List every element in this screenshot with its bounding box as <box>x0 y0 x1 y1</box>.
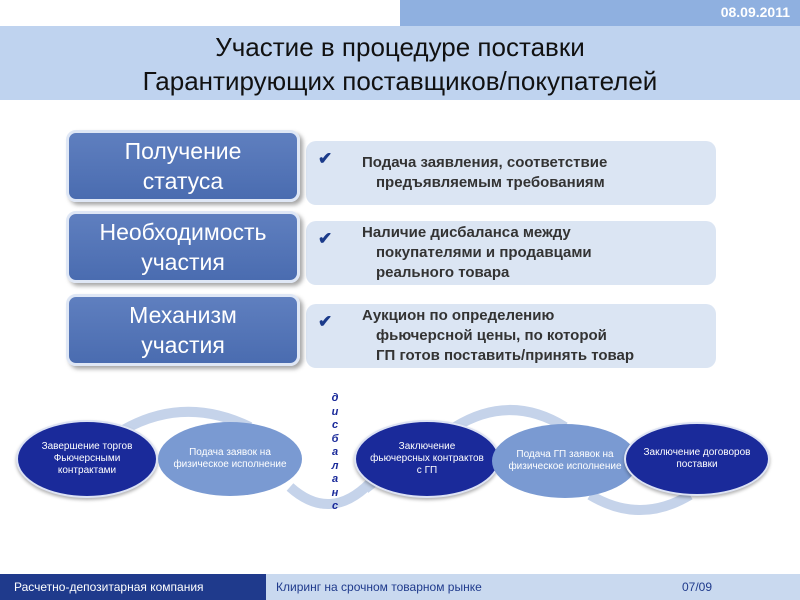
desc-box-status <box>306 141 716 205</box>
flow-step-3: Заключение фьючерсных контрактов с ГП <box>354 420 500 498</box>
flow-step-2: Подача заявок на физическое исполнение <box>158 422 302 496</box>
vertical-label-text: дисбаланс <box>331 392 339 512</box>
label-necessity <box>66 211 300 283</box>
label-line: Получение <box>124 138 242 164</box>
label-mechanism <box>66 294 300 366</box>
check-icon: ✔ <box>318 149 333 168</box>
desc-text-mechanism <box>362 304 706 368</box>
arc <box>590 495 690 510</box>
flow-step-5: Заключение договоров поставки <box>624 422 770 496</box>
desc-line: фьючерсной цены, по которой <box>376 327 607 344</box>
desc-box-mechanism <box>306 304 716 368</box>
desc-line: Подача заявления, соответствие <box>362 154 608 171</box>
desc-line: ГП готов поставить/принять товар <box>376 347 635 364</box>
label-status <box>66 130 300 202</box>
check-icon: ✔ <box>318 312 333 331</box>
label-line: участия <box>141 249 225 275</box>
flow-step-1: Завершение торгов Фьючерсными контрактами <box>16 420 158 498</box>
desc-text-status <box>362 141 706 205</box>
title-line-2: Гарантирующих поставщиков/покупателей <box>142 66 658 96</box>
desc-line: покупателями и продавцами <box>376 244 592 261</box>
header-left <box>0 0 400 26</box>
label-line: статуса <box>142 168 224 194</box>
desc-line: реального товара <box>376 264 510 281</box>
desc-text-necessity <box>362 221 706 285</box>
desc-line: предъявляемым требованиям <box>376 174 605 191</box>
footer-page-number: 07/09 <box>532 574 800 600</box>
vertical-label <box>328 392 342 514</box>
label-line: Механизм <box>129 302 237 328</box>
desc-line: Аукцион по определению <box>362 307 555 324</box>
desc-box-necessity <box>306 221 716 285</box>
flow-step-4: Подача ГП заявок на физическое исполнение <box>492 424 638 498</box>
page-title <box>0 30 800 98</box>
title-line-1: Участие в процедуре поставки <box>215 32 585 62</box>
footer-topic: Клиринг на срочном товарном рынке <box>266 574 532 600</box>
check-icon: ✔ <box>318 229 333 248</box>
desc-line: Наличие дисбаланса между <box>362 224 571 241</box>
label-line: Необходимость <box>99 219 267 245</box>
slide-date: 08.09.2011 <box>720 4 790 20</box>
label-line: участия <box>141 332 225 358</box>
footer-company: Расчетно-депозитарная компания <box>0 574 266 600</box>
